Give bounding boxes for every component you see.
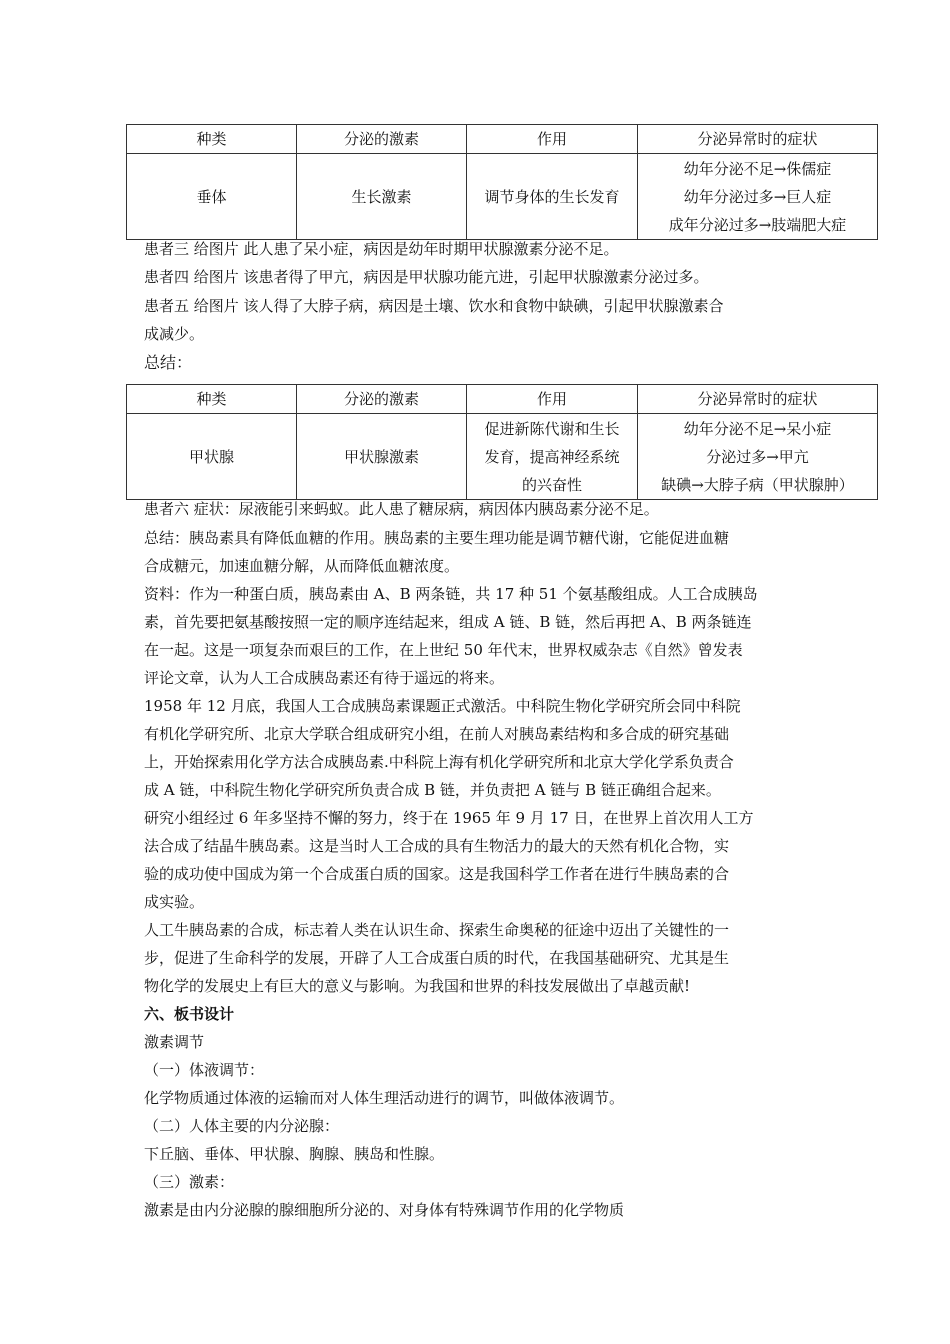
subsection-heading: （二）人体主要的内分泌腺： [144, 1117, 340, 1135]
hormone-cell: 生长激素 [297, 154, 467, 240]
table-row [127, 414, 878, 500]
paragraph-line: 患者四 给图片 该患者得了甲亢，病因是甲状腺功能亢进，引起甲状腺激素分泌过多。 [144, 268, 709, 286]
paragraph-line: 在一起。这是一项复杂而艰巨的工作，在上世纪 50 年代末，世界权威杂志《自然》曾发表 [144, 641, 743, 659]
function-line: 调节身体的生长发育 [484, 187, 620, 206]
hormone-table-thyroid [126, 384, 878, 500]
symptom-line: 成年分泌过多→肢端肥大症 [668, 215, 847, 234]
symptom-line: 幼年分泌不足→侏儒症 [683, 159, 832, 178]
function-cell [467, 154, 638, 240]
summary-label: 总结： [144, 353, 193, 372]
header-cell: 分泌异常时的症状 [638, 125, 878, 154]
symptom-cell [638, 414, 878, 500]
paragraph-line: 法合成了结晶牛胰岛素。这是当时人工合成的具有生物活力的最大的天然有机化合物，实 [144, 837, 730, 855]
paragraph-line: 步，促进了生命科学的发展，开辟了人工合成蛋白质的时代，在我国基础研究、尤其是生 [144, 949, 730, 967]
paragraph-line: 成减少。 [144, 325, 205, 343]
paragraph-line: 患者三 给图片 此人患了呆小症，病因是幼年时期甲状腺激素分泌不足。 [144, 240, 619, 258]
paragraph-line: 总结：胰岛素具有降低血糖的作用。胰岛素的主要生理功能是调节糖代谢，它能促进血糖 [144, 529, 730, 547]
table-header-row [127, 125, 878, 154]
function-line: 发育，提高神经系统 [484, 447, 620, 466]
paragraph-line: 人工牛胰岛素的合成，标志着人类在认识生命、探索生命奥秘的征途中迈出了关键性的一 [144, 921, 730, 939]
paragraph-line: 1958 年 12 月底，我国人工合成胰岛素课题正式激活。中科院生物化学研究所会同中科院 [144, 697, 741, 715]
function-line: 的兴奋性 [521, 475, 582, 494]
kind-cell: 甲状腺 [127, 414, 297, 500]
subsection-heading: （三）激素： [144, 1173, 235, 1191]
symptom-line: 幼年分泌过多→巨人症 [683, 187, 832, 206]
table-row [127, 154, 878, 240]
hormone-cell: 甲状腺激素 [297, 414, 467, 500]
symptom-line: 分泌过多→甲亢 [706, 447, 809, 466]
paragraph-line: 有机化学研究所、北京大学联合组成研究小组，在前人对胰岛素结构和多合成的研究基础 [144, 725, 730, 743]
paragraph-line: 化学物质通过体液的运输而对人体生理活动进行的调节，叫做体液调节。 [144, 1089, 625, 1107]
paragraph-line: 素，首先要把氨基酸按照一定的顺序连结起来，组成 A 链、B 链，然后再把 A、B 两条链连 [144, 613, 752, 631]
header-cell: 作用 [467, 125, 638, 154]
kind-cell: 垂体 [127, 154, 297, 240]
paragraph-line: 患者六 症状：尿液能引来蚂蚁。此人患了糖尿病，病因体内胰岛素分泌不足。 [144, 500, 659, 518]
paragraph-line: 资料：作为一种蛋白质，胰岛素由 A、B 两条链，共 17 种 51 个氨基酸组成。人工合成胰岛 [144, 585, 758, 603]
header-cell: 分泌异常时的症状 [638, 385, 878, 414]
subsection-heading: （一）体液调节： [144, 1061, 265, 1079]
paragraph-line: 成 A 链，中科院生物化学研究所负责合成 B 链，并负责把 A 链与 B 链正确组合起来。 [144, 781, 721, 799]
paragraph-line: 研究小组经过 6 年多坚持不懈的努力，终于在 1965 年 9 月 17 日，在世界上首次用人工方 [144, 809, 754, 827]
symptom-line: 幼年分泌不足→呆小症 [683, 419, 832, 438]
symptom-cell [638, 154, 878, 240]
header-cell: 种类 [127, 385, 297, 414]
hormone-table-pituitary [126, 124, 878, 240]
symptom-line: 缺碘→大脖子病（甲状腺肿） [661, 475, 854, 494]
paragraph-line: 合成糖元，加速血糖分解，从而降低血糖浓度。 [144, 557, 460, 575]
table-header-row [127, 385, 878, 414]
paragraph-line: 患者五 给图片 该人得了大脖子病，病因是土壤、饮水和食物中缺碘，引起甲状腺激素合 [144, 297, 724, 315]
header-cell: 分泌的激素 [297, 385, 467, 414]
function-line: 促进新陈代谢和生长 [484, 419, 620, 438]
paragraph-line: 物化学的发展史上有巨大的意义与影响。为我国和世界的科技发展做出了卓越贡献! [144, 977, 691, 995]
section-heading: 六、板书设计 [144, 1005, 235, 1023]
board-title: 激素调节 [144, 1033, 205, 1051]
paragraph-line: 激素是由内分泌腺的腺细胞所分泌的、对身体有特殊调节作用的化学物质 [144, 1201, 625, 1219]
paragraph-line: 上，开始探索用化学方法合成胰岛素.中科院上海有机化学研究所和北京大学化学系负责合 [144, 753, 734, 771]
function-cell [467, 414, 638, 500]
paragraph-line: 评论文章，认为人工合成胰岛素还有待于遥远的将来。 [144, 669, 505, 687]
header-cell: 分泌的激素 [297, 125, 467, 154]
header-cell: 作用 [467, 385, 638, 414]
paragraph-line: 成实验。 [144, 893, 205, 911]
paragraph-line: 验的成功使中国成为第一个合成蛋白质的国家。这是我国科学工作者在进行牛胰岛素的合 [144, 865, 730, 883]
paragraph-line: 下丘脑、垂体、甲状腺、胸腺、胰岛和性腺。 [144, 1145, 445, 1163]
header-cell: 种类 [127, 125, 297, 154]
